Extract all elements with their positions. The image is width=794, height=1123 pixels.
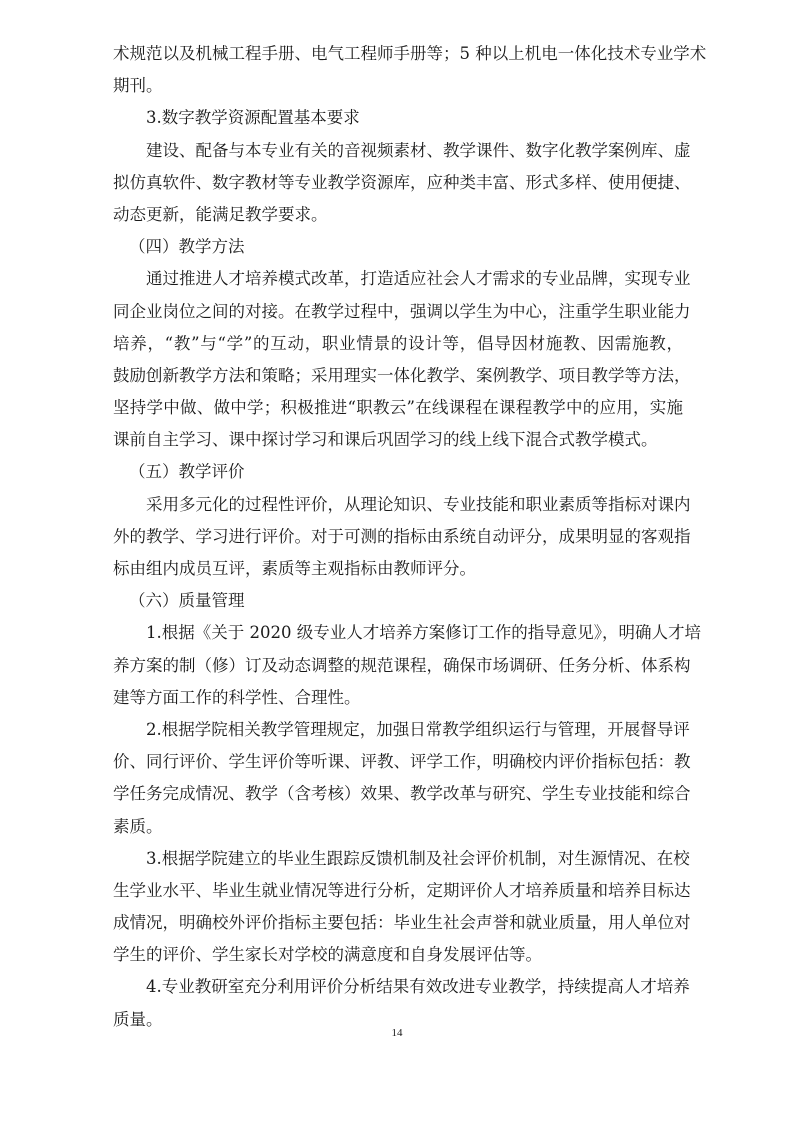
text-line: 培养，“教”与“学”的互动，职业情景的设计等，倡导因材施教、因需施教， xyxy=(113,333,683,353)
text-line: 标由组内成员互评，素质等主观指标由教师评分。 xyxy=(113,559,476,578)
text-line: 坚持学中做、做中学；积极推进“职教云”在线课程在课程教学中的应用，实施 xyxy=(113,398,683,418)
text-line: 术规范以及机械工程手册、电气工程师手册等；5 种以上机电一体化技术专业学术 xyxy=(113,44,707,63)
text-line: 价、同行评价、学生评价等听课、评教、评学工作，明确校内评价指标包括：教 xyxy=(113,752,691,772)
heading-teaching-methods xyxy=(113,231,683,263)
text-line: 采用多元化的过程性评价，从理论知识、专业技能和职业素质等指标对课内 xyxy=(146,494,691,514)
page-number: 14 xyxy=(391,1027,403,1039)
text-line: 成情况，明确校外评价指标主要包括：毕业生社会声誉和就业质量，用人单位对 xyxy=(113,913,691,933)
text-line: 拟仿真软件、数字教材等专业教学资源库，应种类丰富、形式多样、使用便捷、 xyxy=(113,172,691,192)
heading-digital-resources xyxy=(113,102,683,134)
text-line: 建等方面工作的科学性、合理性。 xyxy=(113,687,361,707)
paragraph-teaching-methods xyxy=(113,263,691,456)
text-line: 素质。 xyxy=(113,816,163,836)
subsection-heading: 3.数字教学资源配置基本要求 xyxy=(146,108,360,128)
paragraph-quality-2 xyxy=(113,714,691,843)
section-heading: （四）教学方法 xyxy=(129,237,245,257)
text-line: 1.根据《关于 2020 级专业人才培养方案修订工作的指导意见》，明确人才培 xyxy=(146,623,701,643)
text-line: 动态更新，能满足教学要求。 xyxy=(113,204,328,224)
text-line: 建设、配备与本专业有关的音视频素材、教学课件、数字化教学案例库、虚 xyxy=(146,140,691,160)
text-line: 课前自主学习、课中探讨学习和课后巩固学习的线上线下混合式教学模式。 xyxy=(113,430,658,450)
text-line: 通过推进人才培养模式改革，打造适应社会人才需求的专业品牌，实现专业 xyxy=(146,269,691,289)
text-line: 学生的评价、学生家长对学校的满意度和自身发展评估等。 xyxy=(113,945,542,965)
text-line: 外的教学、学习进行评价。对于可测的指标由系统自动评分，成果明显的客观指 xyxy=(113,526,691,546)
paragraph-digital-resources xyxy=(113,135,691,232)
text-line: 鼓励创新教学方法和策略；采用理实一体化教学、案例教学、项目教学等方法， xyxy=(113,365,691,385)
text-line: 3.根据学院建立的毕业生跟踪反馈机制及社会评价机制，对生源情况、在校 xyxy=(146,848,690,868)
document-page xyxy=(113,38,707,1036)
paragraph-resources-continued xyxy=(113,38,707,102)
section-heading: （五）教学评价 xyxy=(129,462,245,482)
paragraph-quality-3 xyxy=(113,843,691,972)
text-line: 生学业水平、毕业生就业情况等进行分析，定期评价人才培养质量和培养目标达 xyxy=(113,880,691,900)
text-line: 同企业岗位之间的对接。在教学过程中，强调以学生为中心，注重学生职业能力 xyxy=(113,301,691,321)
heading-quality-management xyxy=(113,585,683,617)
text-line: 养方案的制（修）订及动态调整的规范课程，确保市场调研、任务分析、体系构 xyxy=(113,655,691,675)
text-line: 4.专业教研室充分利用评价分析结果有效改进专业教学，持续提高人才培养 xyxy=(146,977,690,997)
paragraph-quality-1 xyxy=(113,617,701,714)
paragraph-teaching-evaluation xyxy=(113,489,691,586)
text-line: 学任务完成情况、教学（含考核）效果、教学改革与研究、学生专业技能和综合 xyxy=(113,784,691,804)
text-line: 2.根据学院相关教学管理规定，加强日常教学组织运行与管理，开展督导评 xyxy=(146,719,690,739)
section-heading: （六）质量管理 xyxy=(129,591,245,611)
text-line: 质量。 xyxy=(113,1009,163,1029)
heading-teaching-evaluation xyxy=(113,456,683,488)
text-line: 期刊。 xyxy=(113,76,163,96)
